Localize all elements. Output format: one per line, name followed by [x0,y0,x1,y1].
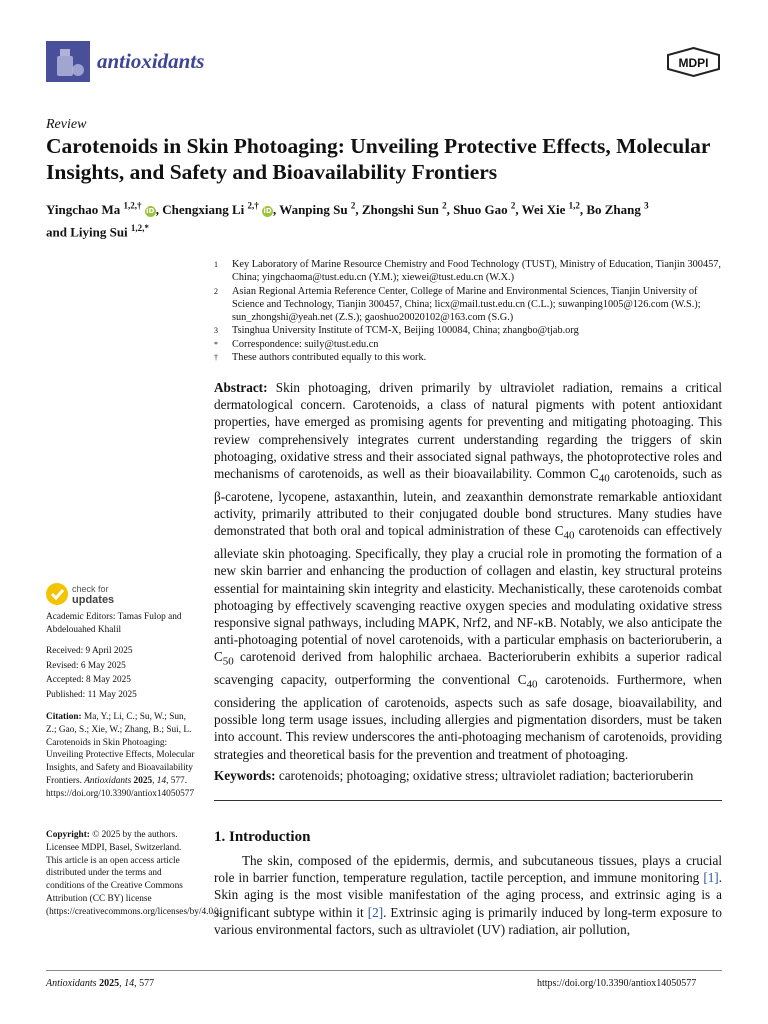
citation-label: Citation: [46,712,82,722]
author-affiliation-marker: 1,2,† [123,201,142,211]
keywords: Keywords: carotenoids; photoaging; oxidative stress; ultraviolet radiation; bacterioruberin [214,768,694,783]
affiliation-marker: 3 [214,326,218,336]
journal-logo-icon [46,41,90,82]
author-name: Wanping Su [279,202,348,218]
author-name: Shuo Gao [453,202,508,218]
abstract-label: Abstract: [214,380,268,395]
article-type: Review [46,117,87,132]
academic-editors: Academic Editors: Tamas Fulop and Abdelouahed Khalil [46,612,182,635]
author-name: Yingchao Ma [46,202,121,218]
author-affiliation-marker: 3 [644,201,649,211]
publisher-name: MDPI [678,56,709,70]
affiliation-item [214,338,724,351]
citation-block: Citation: Ma, Y.; Li, C.; Su, W.; Sun, Z.; Gao, S.; Xie, W.; Zhang, B.; Sui, L. Carotenoids in Skin Photoaging: Unveiling Protective Effects, Molecular Insights, and Safety and Bioavailability Frontiers. Antioxidants 2025, 14, 577. https://doi.org/10.3390/antiox14050577 [46,712,195,799]
section-divider [214,800,722,801]
affiliation-text: Key Laboratory of Marine Resource Chemistry and Food Technology (TUST), Ministry of Education, Tianjin 300457, China; yingchaoma@tust.edu.cn (Y.M.); xiewei@tust.edu.cn (W.X.) [232,259,721,284]
date-published: Published: 11 May 2025 [46,690,137,700]
citation-link[interactable]: [2] [367,904,384,920]
affiliation-text: These authors contributed equally to this work. [232,352,427,364]
check-updates-label-strong: updates [72,594,115,606]
affiliation-text: Asian Regional Artemia Reference Center, College of Marine and Environmental Sciences, Tianjin University of Science and Technology, Tianjin 300457, China; licx@mail.tust.edu.cn (C.L.); suwanping1005@126.com (W.S.); sun_zhongshi@yeah.net (Z.S.); gaoshuo20020102@163.com (S.G.) [232,285,701,324]
footer-doi-link[interactable]: https://doi.org/10.3390/antiox14050577 [537,978,697,989]
check-updates-icon [46,583,68,605]
author-affiliation-marker: 1,2,* [130,223,149,234]
affiliation-marker: † [214,353,218,363]
affiliation-marker: 2 [214,286,218,296]
date-received: Received: 9 April 2025 [46,646,133,656]
keywords-label: Keywords: [214,768,276,783]
introduction-paragraph: The skin, composed of the epidermis, dermis, and subcutaneous tissues, plays a crucial role in barrier function, temperature regulation, tactile perception, and immune monitoring [1]. Skin aging is the most visible manifestation of the aging process, and extrinsic aging is a significant subtype within it [2]. Extrinsic aging is primarily induced by long-term exposure to various environmental factors, such as ultraviolet (UV) radiation, air pollution, [214,853,722,937]
author-name: Chengxiang Li [162,202,245,218]
footer-citation: Antioxidants 2025, 14, 577 [46,978,155,989]
date-accepted: Accepted: 8 May 2025 [46,675,131,685]
affiliation-item [214,285,724,325]
affiliation-marker: * [214,339,218,349]
section-heading-introduction: 1. Introduction [214,829,311,845]
journal-logo [46,41,90,82]
check-for-updates-button[interactable] [46,583,176,609]
citation-link[interactable]: [1] [703,870,719,886]
author-name: Wei Xie [521,202,566,218]
author-name: Liying Sui [70,224,128,240]
author-affiliation-marker: 2 [510,201,516,211]
affiliation-item [214,351,724,364]
author-affiliation-marker: 2 [350,201,356,211]
copyright-block: Copyright: © 2025 by the authors. Licensee MDPI, Basel, Switzerland. This article is an open access article distributed under the terms and conditions of the Creative Commons Attribution (CC BY) license (https://creativecommons.org/licenses/by/4.0/). [46,830,222,917]
paper-title: Carotenoids in Skin Photoaging: Unveiling Protective Effects, Molecular Insights, and Safety and Bioavailability Frontiers [46,134,711,184]
author-affiliation-marker: 1,2 [568,201,580,211]
check-updates-label: check for [72,584,109,594]
affiliation-text: Correspondence: suily@tust.edu.cn [232,338,379,350]
orcid-icon[interactable]: iD [263,206,272,215]
date-revised: Revised: 6 May 2025 [46,661,126,671]
copyright-label: Copyright: [46,830,90,840]
orcid-icon[interactable]: iD [146,206,155,215]
footer-divider [46,970,722,971]
abstract: Abstract: Skin photoaging, driven primarily by ultraviolet radiation, remains a critical dermatological concern. Carotenoids, a class of natural pigments with potent antioxidant properties, have emerged as promising agents for preventing and mitigating photoaging. This review comprehensively integrates current understanding regarding the triggers of skin photoaging, oxidative stress and their associated signal pathways, the photoprotective roles and mechanisms of carotenoids, as well as their bioavailability. Common $C_{40}$ carotenoids, such as β-carotene, lycopene, astaxanthin, lutein, and zeaxanthin demonstrate remarkable antioxidant activity, primarily attributed to their conjugated double bond structures. Many studies have demonstrated that both oral and topical administration of these $C_{40}$ carotenoids can effectively alleviate skin photoaging. Specifically, they play a crucial role in promoting the formation of a new skin barrier and enhancing the production of collagen and elastin, key structural proteins essential for maintaining skin integrity and elasticity. Mechanistically, these carotenoids combat photoaging by effectively scavenging reactive oxygen species and modulating oxidative stress responsive signal pathways, including MAPK, Nrf2, and NF-κB. Notably, we also anticipate the anti-photoaging potential of novel carotenoids, with a particular emphasis on bacterioruberin, a $C_{50}$ carotenoid derived from halophilic archaea. Bacterioruberin exhibits a superior radical scavenging capacity, outperforming the conventional $C_{40}$ carotenoids. Furthermore, when considering the application of carotenoids, aspects such as safe dosage, bioavailability, and possible long term usage issues, including allergies and pigmentation disorders, must be taken into account. This review underscores the anti-photoaging mechanism of carotenoids, providing strategies and theoretical basis for the prevention and treatment of photoaging. [214,380,722,762]
author-name: Bo Zhang [586,202,641,218]
author-affiliation-marker: 2 [442,201,447,211]
affiliation-item [214,258,724,285]
author-affiliation-marker: 2,† [247,201,259,211]
affiliation-item [214,324,724,337]
mdpi-logo[interactable] [666,47,721,77]
author-prefix: and [46,224,71,240]
author-name: Zhongshi Sun [361,202,439,218]
affiliation-text: Tsinghua University Institute of TCM-X, Beijing 100084, China; zhangbo@tjab.org [232,325,579,337]
affiliations [214,258,724,364]
author-list: Yingchao Ma $^{1,2,\dagger}$ iD, Chengxiang Li $^{2,\dagger}$ iD, Wanping Su $^2$, Zhongshi Sun $^2$, Shuo Gao $^2$, Wei Xie $^{1,2}$, Bo Zhang $^3$ and Liying Sui $^{1,2,*}$ [46,201,649,240]
affiliation-marker: 1 [214,260,218,269]
journal-name[interactable]: antioxidants [97,49,205,73]
